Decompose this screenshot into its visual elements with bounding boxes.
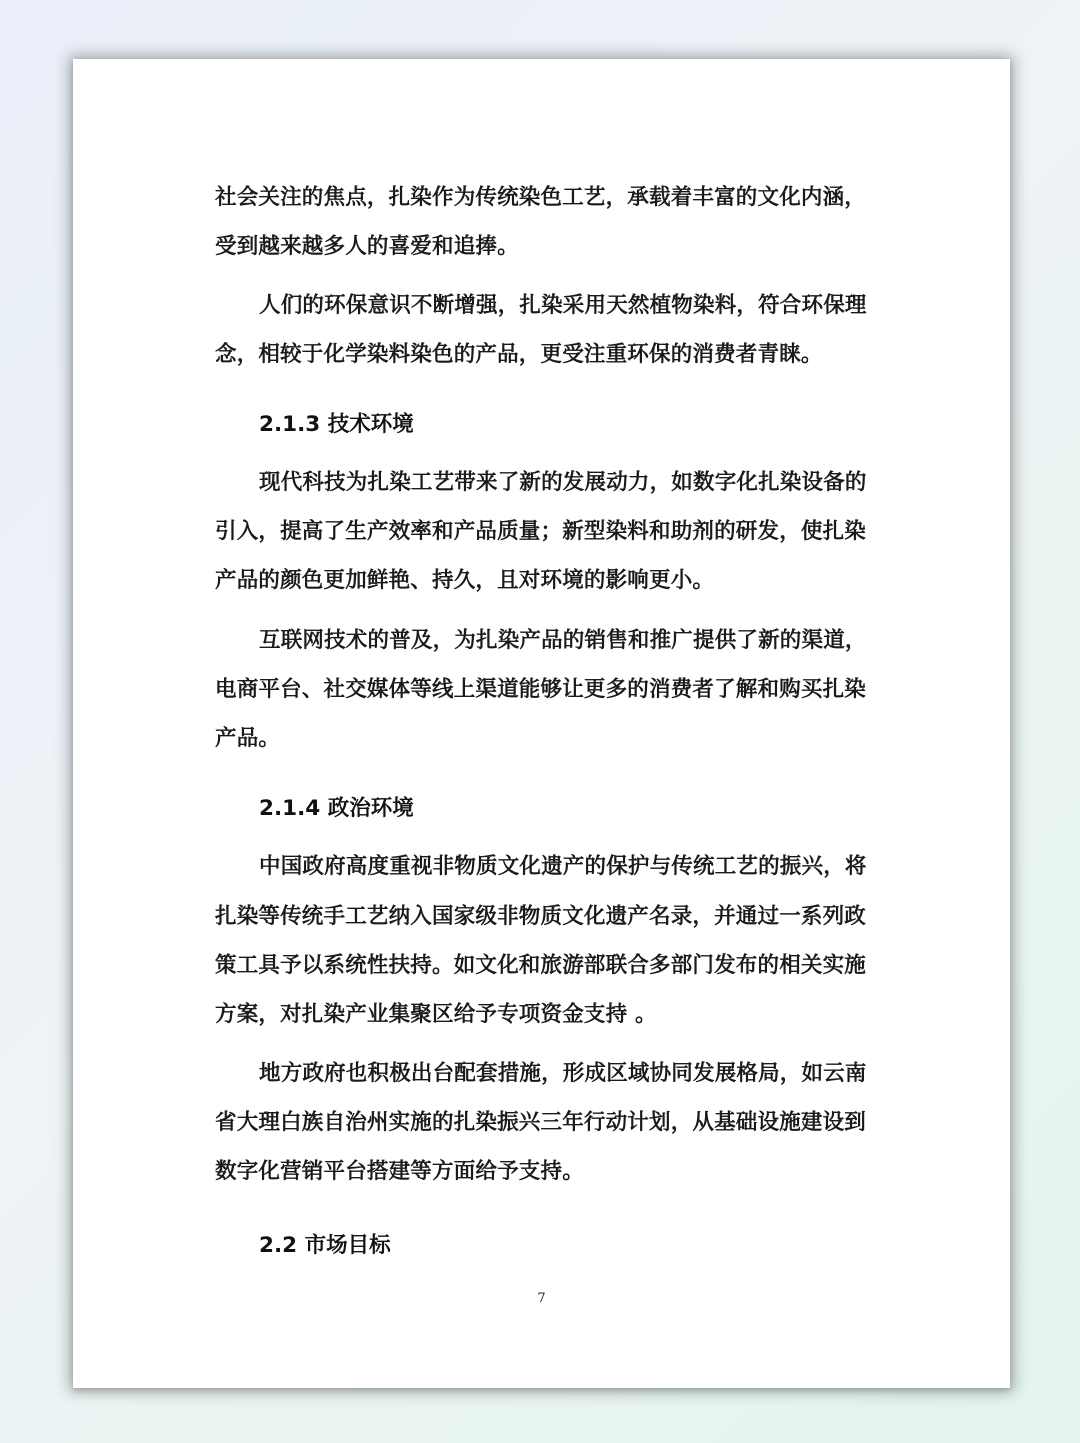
section-heading: 2.2 市场目标 xyxy=(259,1233,391,1258)
paragraph-line: 产品。 xyxy=(215,726,281,751)
paragraph-line: 数字化营销平台搭建等方面给予支持。 xyxy=(215,1159,584,1184)
document-page xyxy=(73,59,1010,1388)
paragraph-line: 方案，对扎染产业集聚区给予专项资金支持 。 xyxy=(215,1002,657,1027)
paragraph-line: 引入，提高了生产效率和产品质量；新型染料和助剂的研发，使扎染 xyxy=(215,519,867,544)
page-number: 7 xyxy=(537,1291,546,1306)
paragraph-line: 受到越来越多人的喜爱和追捧。 xyxy=(215,234,519,259)
paragraph-line: 地方政府也积极出台配套措施，形成区域协同发展格局，如云南 xyxy=(259,1061,867,1086)
paragraph-line: 互联网技术的普及，为扎染产品的销售和推广提供了新的渠道， xyxy=(259,628,867,653)
paragraph-line: 社会关注的焦点，扎染作为传统染色工艺，承载着丰富的文化内涵， xyxy=(215,185,867,210)
paragraph-line: 策工具予以系统性扶持。如文化和旅游部联合多部门发布的相关实施 xyxy=(215,953,867,978)
paragraph-line: 念，相较于化学染料染色的产品，更受注重环保的消费者青睐。 xyxy=(215,342,823,367)
paragraph-line: 产品的颜色更加鲜艳、持久，且对环境的影响更小。 xyxy=(215,568,715,593)
paragraph-line: 电商平台、社交媒体等线上渠道能够让更多的消费者了解和购买扎染 xyxy=(215,677,867,702)
paragraph-line: 省大理白族自治州实施的扎染振兴三年行动计划，从基础设施建设到 xyxy=(215,1110,867,1135)
paragraph-line: 扎染等传统手工艺纳入国家级非物质文化遗产名录，并通过一系列政 xyxy=(215,904,867,929)
section-heading: 2.1.3 技术环境 xyxy=(259,412,414,437)
paragraph-line: 现代科技为扎染工艺带来了新的发展动力，如数字化扎染设备的 xyxy=(259,470,867,495)
paragraph-line: 中国政府高度重视非物质文化遗产的保护与传统工艺的振兴，将 xyxy=(259,854,867,879)
paragraph-line: 人们的环保意识不断增强，扎染采用天然植物染料，符合环保理 xyxy=(259,293,867,318)
section-heading: 2.1.4 政治环境 xyxy=(259,796,414,821)
